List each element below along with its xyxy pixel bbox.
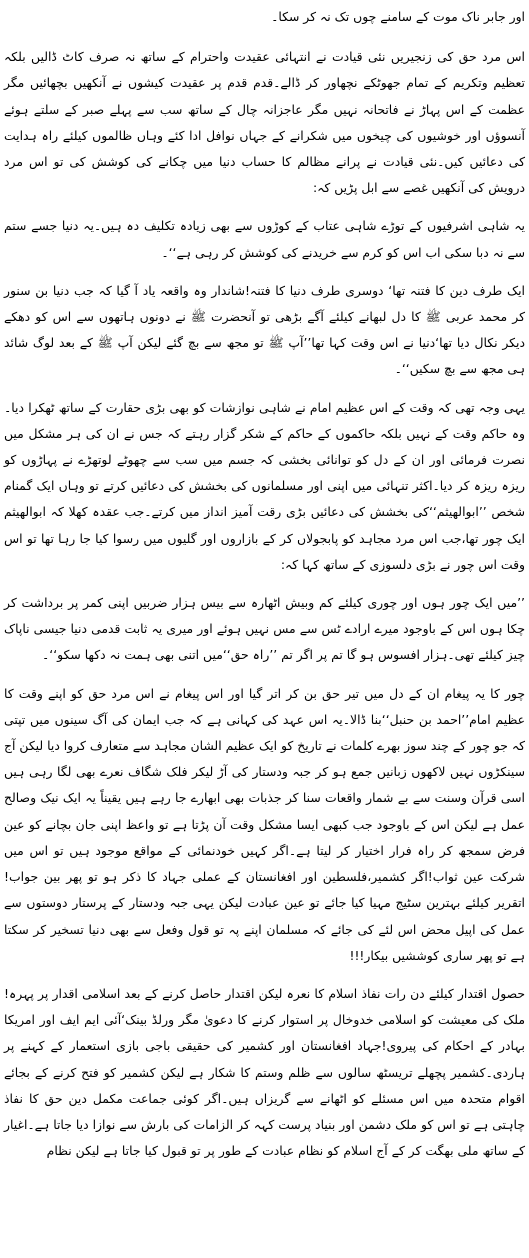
article-column: [4, 4, 525, 1176]
paragraph-power-and-islam: حصول اقتدار کیلئے دن رات نفاذ اسلام کا نعرہ لیکن اقتدار حاصل کرنے کے بعد اسلامی اقدار پر پہرہ!ملک کی معیشت کو اسلامی خدوخال پر استوار کرنے کا دعویٰ مگر ورلڈ بینک‘آئی ایم ایف اور امریکا بہادر کے احکام کی پیروی!جہاد افغانستان اور کشمیر کی حقیقی باجی بازی استعمار کے کہنے پر ہاردی۔کشمیر پچھلے تریسٹھ سالوں سے ظلم وستم کا شکار ہے لیکن کشمیر کو فتح کرنے کے بجائے اقوام متحدہ میں اس مسئلے کو اٹھانے سے گریزاں ہیں۔اگر کوئی جماعت مکمل دین حق کا نفاذ چاہتی ہے تو اس کو ملک دشمن اور بنیاد پرست کہہ کر الزامات کی بارش سے نوازا دیا جاتا ہے۔اغیار کے ساتھ ملی بھگت کر کے آج اسلام کو نظام عبادت کے طور پر تو قبول کیا جاتا ہے لیکن نظام: [4, 985, 525, 1159]
paragraph-message-of-thief: چور کا یہ پیغام ان کے دل میں تیر حق بن کر اتر گیا اور اس پیغام نے اس مرد حق کو اپنے وقت کا عظیم امام’’احمد بن حنبل‘‘بنا ڈالا۔یہ اس عہد کی کہانی ہے کہ جب ایمان کی آگ سینوں میں تپتی کہ جو چور کے چند سوز بھرے کلمات نے تاریخ کو ایک عظیم الشان مجاہد سے متعارف کروا دیا لیکن آج سینکڑوں نہیں لاکھوں زبانیں جمع ہو کر جبہ ودستار کی آڑ لیکر فلک شگاف نعرے بھی لگا رہی ہیں اسی قرآن وسنت سے بے شمار واقعات سنا کر جذبات بھی ابھارے جا رہے ہیں یقیناً یہ ایک نیک وصالح عمل ہے لیکن اس کے باوجود جب کبھی ایسا مشکل وقت آن پڑتا ہے تو واعظ اپنی جان بچانے کو عین فرض سمجھ کر راہ فرار اختیار کر لیتا ہے۔اگر کہیں خودنمائی کے مواقع موجود ہیں تو اس میں شرکت عین ثواب!اگر کشمیر،فلسطین اور افغانستان کے عملی جہاد کا ذکر ہو تو پھر بین جواب!اتقریر کیلئے بہترین سٹیج مہیا کیا جائے تو عین عبادت لیکن یہی جبہ ودستار کے پرستار دوستوں سے عمل کی اپیل محض اس لئے کی جائے کہ مسلمان اپنے پہ تو قول وفعل سے بھی دنیا تسخیر کر سکتا ہے تو پھر ساری کوششیں بیکار!!!: [4, 685, 525, 963]
paragraph-quote-royal-gifts: یہ شاہی اشرفیوں کے توڑے شاہی عتاب کے کوڑوں سے بھی زیادہ تکلیف دہ ہیں۔یہ دنیا جسے ستم سے نہ دبا سکی اب اس کو کرم سے خریدنے کی کوشش کر رہی ہے‘‘۔: [4, 218, 525, 260]
paragraph-opening-line: اور جابر ناک موت کے سامنے چوں تک نہ کر سکا۔: [271, 9, 525, 24]
paragraph-thief-quote: ’’میں ایک چور ہوں اور چوری کیلئے کم وبیش اٹھارہ سے بیس ہزار ضربیں اپنی کمر پر برداشت کر چکا ہوں اس کے باوجود میرے ارادے ٹس سے مس نہیں ہوئے اور میری یہ ثابت قدمی دنیا جیسی ناپاک چیز کیلئے تھی۔ہزار افسوس ہو گا تم پر اگر تم ’’راہ حق‘‘میں اتنی بھی ہمت نہ دکھا سکو‘‘۔: [4, 595, 525, 663]
paragraph-abul-haitham: یہی وجہ تھی کہ وقت کے اس عظیم امام نے شاہی نوازشات کو بھی بڑی حقارت کے ساتھ ٹھکرا دیا۔وہ حاکم وقت کے نہیں بلکہ حاکموں کے حاکم کے شکر گزار رہتے کہ جس نے ان کی ہر مشکل میں نصرت فرمائی اور ان کے دل کو توانائی بخشی کہ جسم میں سب سے چھوٹے لوتھڑے نے پہاڑوں کو ریزہ ریزہ کر دیا۔اکثر تنہائی میں اپنی اور مسلمانوں کی بخشش کی دعائیں کرتے تو وہاں ایک گمنام شخص ’’ابوالھیثم‘‘کی بخشش کی دعائیں بڑی رقت آمیز انداز میں کرتے۔جب عقدہ کھلا کہ ابوالھیثم ایک چور تھا،جب اس مرد مجاہد کو پابجولاں کر کے بازاروں اور گلیوں میں رسوا کیا جا رہا تھا تو اس وقت اس چور نے بڑی دلسوزی کے ساتھ کہا کہ:: [4, 399, 525, 572]
paragraph-fitna-of-world: ایک طرف دین کا فتنہ تھا‘ دوسری طرف دنیا کا فتنہ!شاندار وہ واقعہ یاد آ گیا کہ جب دنیا بن سنور کر محمد عربی ﷺ کا دل لبھانے کیلئے آگے بڑھی تو آنحضرت ﷺ نے دونوں ہاتھوں سے اس کو دھکے دیکر نکال دیا تھا‘دنیا نے اس وقت کہا تھا’’آپ ﷺ تو مجھ سے بچ گئے لیکن آپ ﷺ کے بعد لوگ شائد ہی مجھ سے بچ سکیں‘‘۔: [4, 282, 525, 377]
paragraph-release-of-imam: اس مرد حق کی زنجیریں نئی قیادت نے انتہائی عقیدت واحترام کے ساتھ نہ صرف کاٹ ڈالیں بلکہ تعظیم وتکریم کے تمام جھوٹکے نچھاور کر ڈالے۔قدم قدم پر عقیدت کیشوں نے آنکھیں بچھائیں مگر عظمت کے اس پہاڑ نے فاتحانہ نہیں مگر عاجزانہ چال کے ساتھ سب سے پہلے صبر کے سلتے ہوئے آنسوؤں اور خوشیوں کی چیخوں میں شکرانے کے جہاں نوافل ادا کئے وہاں ظالموں کیلئے راہ ہدایت کی دعائیں کیں۔نئی قیادت نے پرانے مظالم کا حساب دنیا میں چکانے کی کوشش کی تو اس مرد درویش کی آنکھیں غصے سے ابل پڑیں کہ:: [4, 49, 525, 196]
